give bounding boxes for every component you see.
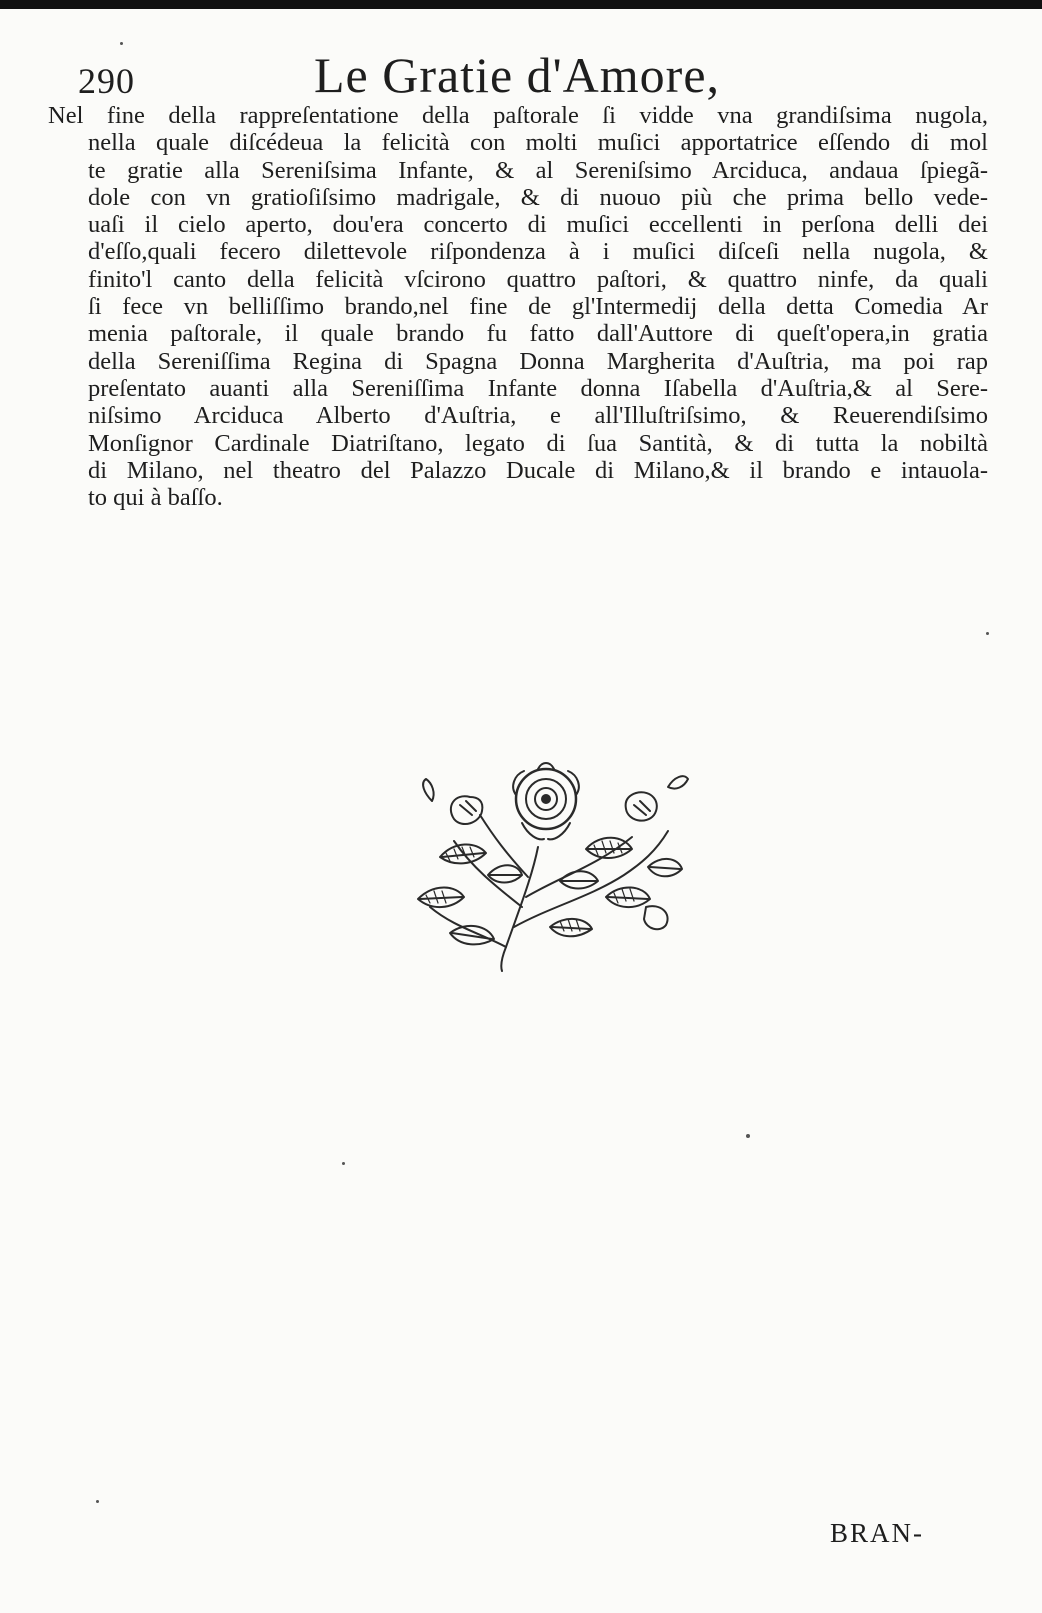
text-line: nella quale diſcédeua la felicità con molti muſici apportatrice eſſendo di mol: [88, 129, 988, 157]
ink-speck: [120, 42, 123, 45]
text-line: preſentato auanti alla Sereniſſima Infante donna Iſabella d'Auſtria,& al Sere-: [88, 374, 988, 402]
text-line: ſi fece vn belliſſimo brando,nel fine de gl'Intermedij della detta Comedia Ar: [88, 293, 988, 321]
ink-speck: [96, 1500, 99, 1503]
text-line: di Milano, nel theatro del Palazzo Ducale di Milano,& il brando e intauola-: [88, 456, 988, 484]
running-title: Le Gratie d'Amore,: [314, 47, 721, 103]
rose-woodcut-ornament-icon: [410, 757, 692, 983]
top-border-rule: [0, 0, 1042, 9]
page-number: 290: [78, 61, 135, 101]
text-line: to qui à baſſo.: [88, 484, 223, 512]
text-line: menia paſtorale, il quale brando fu fatto dall'Auttore di queſt'opera,in gratia: [88, 320, 988, 348]
text-line: niſsimo Arciduca Alberto d'Auſtria, e all'Illuſtriſsimo, & Reuerendiſsimo: [88, 402, 988, 430]
text-line: dole con vn gratioſiſsimo madrigale, & di nuouo più che prima bello vede-: [88, 183, 988, 211]
page-header: [78, 46, 778, 106]
text-line: d'eſſo,quali fecero dilettevole riſpondenza à i muſici diſceſi nella nugola, &: [88, 238, 988, 266]
text-line: Nel fine della rappreſentatione della paſtorale ſi vidde vna grandiſsima nugola,: [48, 102, 988, 129]
catchword: BRAN-: [830, 1518, 925, 1548]
body-paragraph: [48, 102, 988, 511]
ink-speck: [342, 1162, 345, 1165]
text-line: finito'l canto della felicità vſcirono quattro paſtori, & quattro ninfe, da quali: [88, 265, 988, 293]
ink-speck: [746, 1134, 750, 1138]
text-line: della Sereniſſima Regina di Spagna Donna Margherita d'Auſtria, ma poi rap: [88, 347, 988, 375]
ink-speck: [986, 632, 989, 635]
text-line: Monſignor Cardinale Diatriſtano, legato di ſua Santità, & di tutta la nobiltà: [88, 429, 988, 457]
text-line: uaſi il cielo aperto, dou'era concerto di muſici eccellenti in perſona delli dei: [88, 211, 988, 239]
text-line: te gratie alla Sereniſsima Infante, & al Sereniſsimo Arciduca, andaua ſpiegã-: [88, 156, 988, 184]
